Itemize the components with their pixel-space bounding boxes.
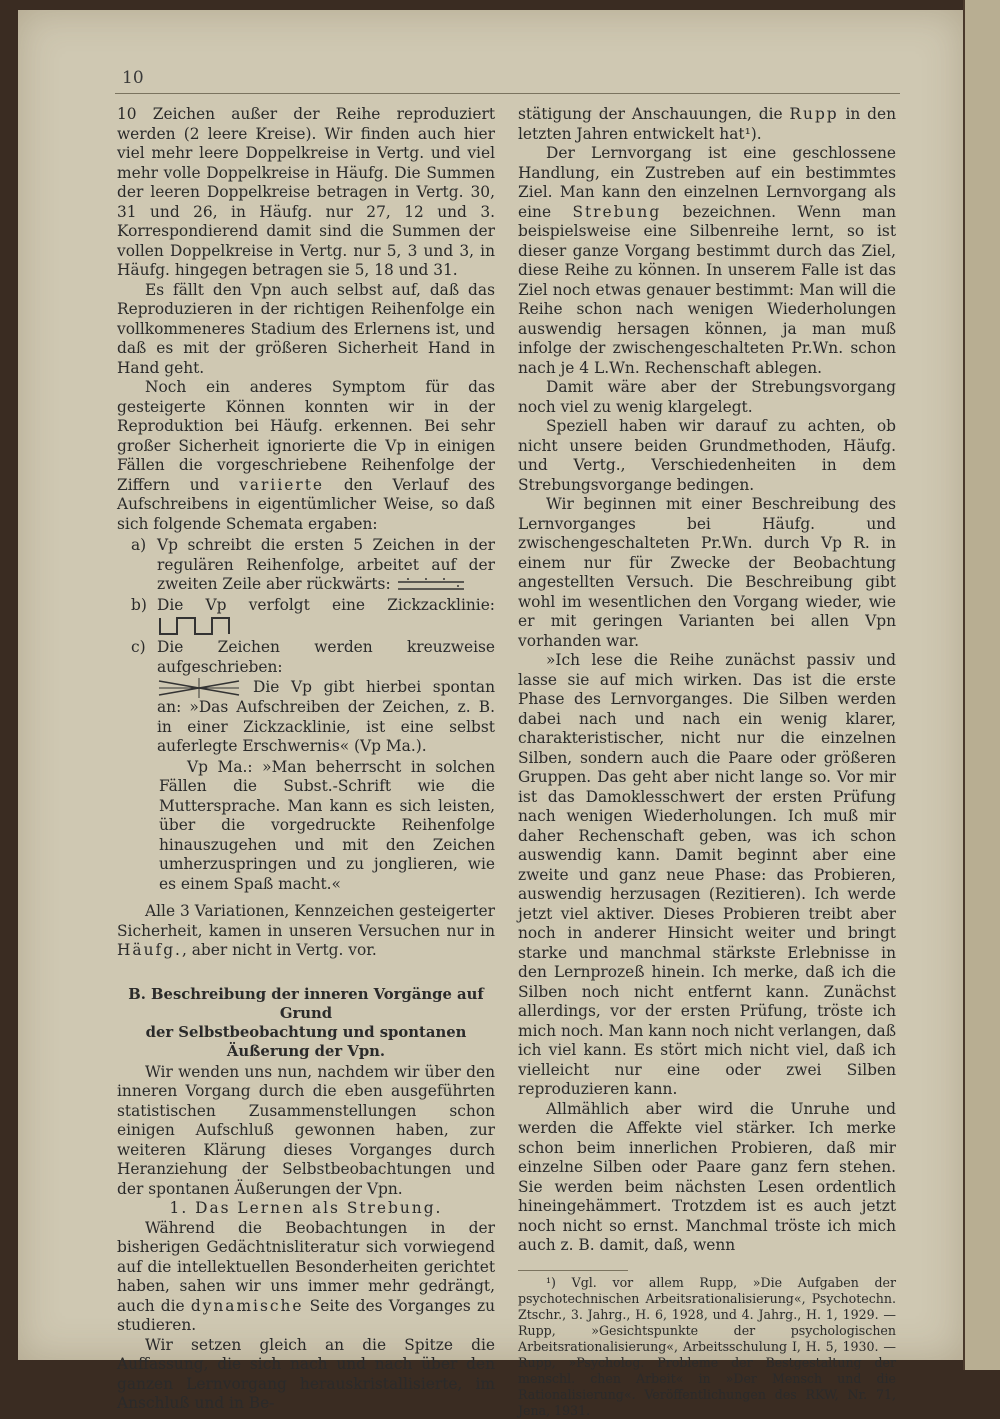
paragraph: Speziell haben wir darauf zu achten, ob nicht unsere beiden Grundmethoden, Häufg. und Vertg., Verschiedenheiten in dem Strebungsvorgange bedingen. — [518, 417, 896, 494]
crosswise-glyph — [157, 678, 241, 698]
right-column — [518, 105, 896, 1419]
page-number: 10 — [122, 68, 144, 88]
list-item: a) Vp schreibt die ersten 5 Zeichen in der regulären Reihenfolge, arbeitet auf der zweiten Zeile aber rückwärts: — [131, 536, 495, 593]
backward-line-glyph — [396, 577, 466, 593]
paragraph: 10 Zeichen außer der Reihe reproduziert werden (2 leere Kreise). Wir finden auch hier viel mehr leere Doppelkreise in Vertg. und viel mehr volle Doppelkreise in Häufg. Die Summen der leeren Doppelkreise betragen in Vertg. 30, 31 und 26, in Häufg. nur 27, 12 und 3. Korrespondierend damit sind die Summen der vollen Doppelkreise in Vertg. nur 5, 3 und 3, in Häufg. hingegen betragen sie 5, 18 und 31. — [117, 105, 495, 279]
paragraph: Es fällt den Vpn auch selbst auf, daß das Reproduzieren in der richtigen Reihenfolge ein vollkommeneres Stadium des Erlernens ist, und daß es mit der größeren Sicherheit Hand in Hand geht. — [117, 280, 495, 377]
paragraph: Der Lernvorgang ist eine geschlossene Handlung, ein Zustreben auf ein bestimmtes Ziel. Man kann den einzelnen Lernvorgang als eine Strebung bezeichnen. Wenn man beispielsweise eine Silbenreihe lernt, so ist dieser ganze Vorgang bestimmt durch das Ziel, diese Reihe zu können. In unserem Falle ist das Ziel noch etwas genauer bestimmt: Man will die Reihe schon nach wenigen Wiederholungen auswendig hersagen können, ja man muß infolge der zwischengeschalteten Pr.Wn. schon nach je 4 L.Wn. Rechenschaft ablegen. — [518, 144, 896, 377]
next-page-edge — [963, 0, 1000, 1370]
paragraph: Damit wäre aber der Strebungsvorgang noch viel zu wenig klargelegt. — [518, 378, 896, 416]
footnote-rule — [518, 1270, 628, 1271]
zigzag-glyph — [157, 615, 237, 637]
paragraph: »Ich lese die Reihe zunächst passiv und lasse sie auf mich wirken. Das ist die erste Phase des Lernvorganges. Die Silben werden dabei nach und nach ein wenig klarer, charakteristischer, nicht nur die einzelnen Silben, sondern auch die Paare oder größeren Gruppen. Das geht aber nicht lange so. Vor mir ist das Damoklesschwert der ersten Prüfung nach wenigen Wiederholungen. Ich muß mir daher Rechenschaft geben, was ich schon auswendig kann. Damit beginnt aber eine zweite und ganz neue Phase: das Probieren, auswendig herzusagen (Rezitieren). Ich werde jetzt viel aktiver. Dieses Probieren treibt aber noch in anderer Hinsicht weiter und bringt starke und manchmal stärkste Erlebnisse in den Lernprozeß hinein. Ich merke, daß ich die Silben noch nicht entfernt kann. Zunächst allerdings, vor der ersten Prüfung, tröste ich mich noch. Man kann noch nicht verlangen, daß ich viel kann. Es stört mich nicht viel, daß ich vielleicht nur eine oder zwei Silben reproduzieren kann. — [518, 651, 896, 1098]
quote: Vp Ma.: »Man beherrscht in solchen Fällen die Subst.-Schrift wie die Muttersprache. Man kann es sich leisten, über die vorgedruckte Reihenfolge hinauszugehen und mit den Zeichen umherzuspringen und zu jonglieren, wie es einem Spaß macht.« — [159, 757, 495, 893]
paragraph: Während die Beobachtungen in der bisherigen Gedächtnisliteratur sich vorwiegend auf die intellektuellen Besonderheiten gerichtet haben, sahen wir uns immer mehr gedrängt, auch die dynamische Seite des Vorganges zu studieren. — [117, 1218, 495, 1334]
header-rule — [115, 93, 900, 94]
paragraph: Wir wenden uns nun, nachdem wir über den inneren Vorgang durch die eben ausgeführten statistischen Zusammenstellungen schon einigen Aufschluß gewonnen haben, zur weiteren Klärung dieses Vorganges durch Heranziehung der Selbstbeobachtungen und der spontanen Äußerungen der Vpn. — [117, 1062, 495, 1198]
paragraph: Noch ein anderes Symptom für das gesteigerte Können konnten wir in der Reproduktion bei Häufg. erkennen. Bei sehr großer Sicherheit ignorierte die Vp in einigen Fällen die vorgeschriebene Reihenfolge der Ziffern und variierte den Verlauf des Aufschreibens in eigentümlicher Weise, so daß sich folgende Schemata ergaben: — [117, 378, 495, 533]
left-column — [117, 105, 495, 1414]
paragraph: stätigung der Anschauungen, die Rupp in den letzten Jahren entwickelt hat¹). — [518, 105, 896, 143]
list-item: Die Vp gibt hierbei spontan an: »Das Aufschreiben der Zeichen, z. B. in einer Zickzacklinie, ist eine selbst auferlegte Erschwernis« (Vp Ma.). — [157, 678, 495, 755]
paragraph: Alle 3 Variationen, Kennzeichen gesteigerter Sicherheit, kamen in unseren Versuchen nur in Häufg., aber nicht in Vertg. vor. — [117, 902, 495, 959]
paragraph: Allmählich aber wird die Unruhe und werden die Affekte viel stärker. Ich merke schon beim innerlichen Probieren, daß mir einzelne Silben oder Paare ganz fern stehen. Sie werden beim nächsten Lesen ordentlich hineingehämmert. Trotzdem ist es auch jetzt noch nicht so ernst. Manchmal tröste ich mich auch z. B. damit, daß, wenn — [518, 1099, 896, 1254]
subheading: 1. Das Lernen als Strebung. — [169, 1199, 443, 1217]
schema-list — [117, 536, 495, 757]
footnote: ¹) Vgl. vor allem Rupp, »Die Aufgaben der psychotechnischen Arbeitsrationalisierung«, Psychotechn. Ztschr., 3. Jahrg., H. 6, 1928, und 4. Jahrg., H. 1, 1929. — Rupp, »Gesichtspunkte der psychologischen Arbeitsrationalisierung«, Arbeitsschulung I, H. 5, 1930. — Rupp, »Psycholog. Probleme der Bestgestaltung der menschl. chen Arbeit« in »Der Mensch und die Rationalisierung«. Veröffentlichungen des RKW, Nr. 71, Jena, 1931. — [518, 1274, 896, 1418]
paragraph: Wir beginnen mit einer Beschreibung des Lernvorganges bei Häufg. und zwischengeschalteten Pr.Wn. durch Vp R. in einem nur für Zwecke der Beobachtung angestellten Versuch. Die Beschreibung gibt wohl im wesentlichen den Vorgang wieder, wie er mit geringen Varianten bei allen Vpn vorhanden war. — [518, 495, 896, 650]
list-item: b) Die Vp verfolgt eine Zickzacklinie: — [117, 596, 495, 638]
paragraph: Wir setzen gleich an die Spitze die Auffassung, die sich nach und nach über den ganzen Lernvorgang herauskristallisierte, im Anschluß und in Be- — [117, 1335, 495, 1412]
section-heading: B. Beschreibung der inneren Vorgänge auf Grund der Selbstbeobachtung und spontanen Äußerung der Vpn. — [128, 985, 484, 1060]
list-item: c) Die Zeichen werden kreuzweise aufgeschrieben: — [131, 638, 495, 676]
